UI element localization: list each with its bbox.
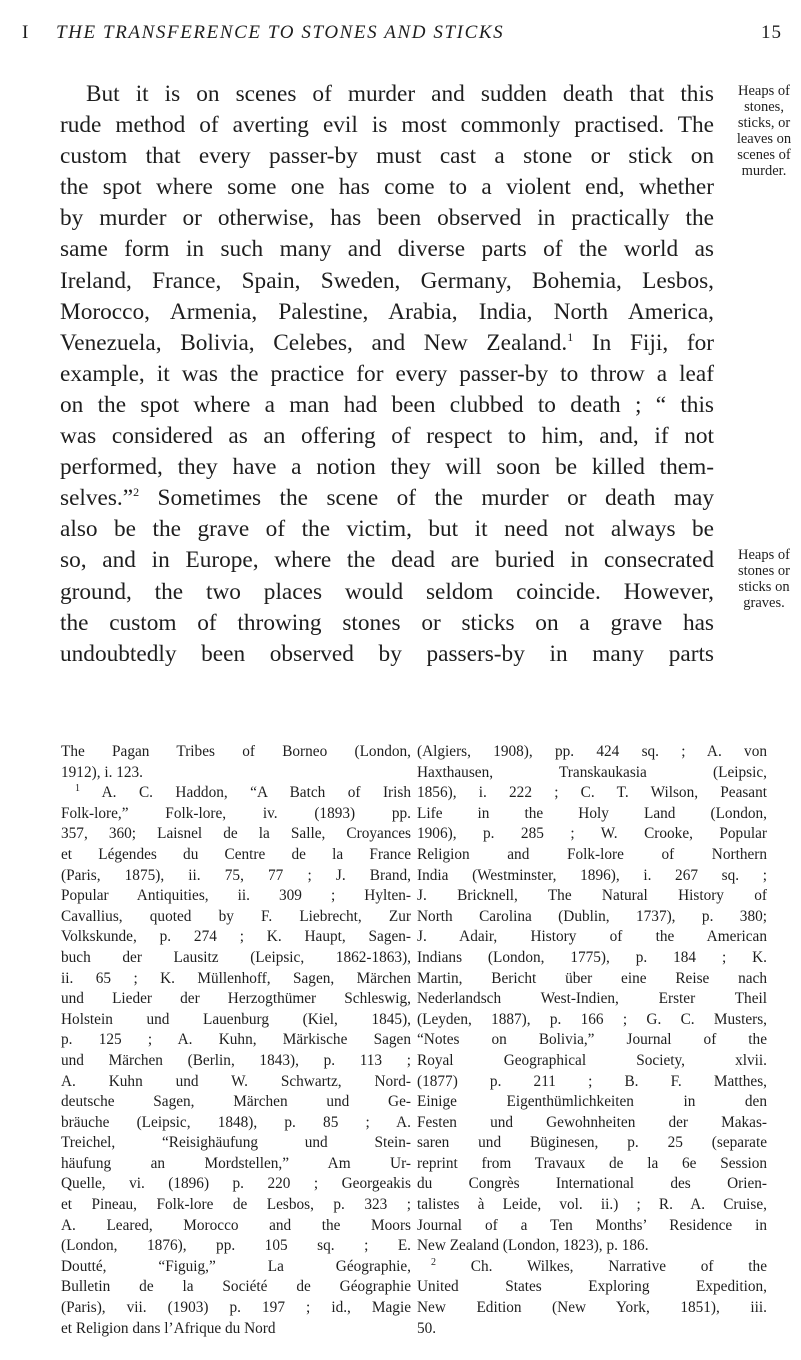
margin-note-line: leaves on bbox=[736, 131, 792, 147]
footnote-line: J. Adair, History of the American bbox=[417, 928, 767, 946]
body-line: example, it was the practice for every passer-by to throw a leaf bbox=[60, 360, 714, 387]
footnote-line: 357, 360; Laisnel de la Salle, Croyances bbox=[61, 825, 411, 843]
margin-note-murder bbox=[727, 83, 801, 179]
body-line: Ireland, France, Spain, Sweden, Germany, Bohemia, Lesbos, bbox=[60, 267, 714, 294]
footnote-line: United States Exploring Expedition, bbox=[417, 1278, 767, 1296]
footnote-line: Treichel, “Reisighäufung und Stein- bbox=[61, 1134, 411, 1152]
footnote-line: Volkskunde, p. 274 ; K. Haupt, Sagen- bbox=[61, 928, 411, 946]
body-line: performed, they have a notion they will soon be killed them- bbox=[60, 454, 714, 481]
body-line-text: Venezuela, Bolivia, Celebes, and New Zealand. bbox=[60, 329, 568, 356]
margin-note-line: scenes of bbox=[737, 147, 791, 163]
body-line: so, and in Europe, where the dead are buried in consecrated bbox=[60, 547, 714, 574]
running-head-title: THE TRANSFERENCE TO STONES AND STICKS bbox=[56, 22, 505, 43]
footnote-line: New Edition (New York, 1851), iii. bbox=[417, 1299, 767, 1317]
footnote-line: häufung an Mordstellen,” Am Ur- bbox=[61, 1154, 411, 1172]
margin-note-line: Heaps of bbox=[738, 83, 790, 99]
footnote-line: North Carolina (Dublin, 1737), p. 380; bbox=[417, 907, 767, 925]
footnote-line: (Paris), vii. (1903) p. 197 ; id., Magie bbox=[61, 1299, 411, 1317]
margin-note-line: Heaps of bbox=[738, 547, 790, 563]
footnote-marker: 2 bbox=[133, 485, 140, 500]
footnotes-right-column bbox=[417, 742, 767, 1339]
footnote-line: J. Bricknell, The Natural History of bbox=[417, 887, 767, 905]
footnote-line: Religion and Folk-lore of Northern bbox=[417, 845, 767, 863]
footnote-line: und Märchen (Berlin, 1843), p. 113 ; bbox=[61, 1051, 411, 1069]
footnote-line: Indians (London, 1775), p. 184 ; K. bbox=[417, 948, 767, 966]
footnote-line: du Congrès International des Orien- bbox=[417, 1175, 767, 1193]
footnote-line: Nederlandsch West-Indien, Erster Theil bbox=[417, 990, 767, 1008]
page-number: 15 bbox=[761, 22, 782, 43]
footnote-line: ii. 65 ; K. Müllenhoff, Sagen, Märchen bbox=[61, 969, 411, 987]
body-line bbox=[60, 483, 714, 514]
margin-note-line: sticks, or bbox=[737, 115, 791, 131]
footnote-line: Journal of a Ten Months’ Residence in bbox=[417, 1216, 767, 1234]
footnote-line: Cavallius, quoted by F. Liebrecht, Zur bbox=[61, 907, 411, 925]
footnote-line: The Pagan Tribes of Borneo (London, bbox=[61, 743, 411, 760]
running-header bbox=[22, 22, 782, 48]
footnote-line: 1856), i. 222 ; C. T. Wilson, Peasant bbox=[417, 784, 767, 802]
body-line: the custom of throwing stones or sticks on a grave has bbox=[60, 609, 714, 636]
footnote-line: (London, 1876), pp. 105 sq. ; E. bbox=[61, 1237, 411, 1255]
footnote-line: p. 125 ; A. Kuhn, Märkische Sagen bbox=[61, 1031, 411, 1049]
footnote-line: A. Kuhn und W. Schwartz, Nord- bbox=[61, 1072, 411, 1090]
body-line-text: selves.” bbox=[60, 485, 134, 512]
footnote-line: Quelle, vi. (1896) p. 220 ; Georgeakis bbox=[61, 1175, 411, 1193]
footnote-line: reprint from Travaux de la 6e Session bbox=[417, 1154, 767, 1172]
footnote-line: (Leyden, 1887), p. 166 ; G. C. Musters, bbox=[417, 1010, 767, 1028]
body-line: ground, the two places would seldom coincide. However, bbox=[60, 578, 714, 605]
footnote-line: India (Westminster, 1896), i. 267 sq. ; bbox=[417, 866, 767, 884]
footnote-line: $^2$ Ch. Wilkes, Narrative of the bbox=[431, 1256, 767, 1275]
footnote-line: “Notes on Bolivia,” Journal of the bbox=[417, 1031, 767, 1049]
footnote-line: $^1$ A. C. Haddon, “A Batch of Irish bbox=[75, 783, 411, 802]
margin-note-line: stones, bbox=[744, 99, 784, 115]
margin-note-graves bbox=[727, 547, 801, 611]
body-line bbox=[60, 328, 714, 359]
footnote-line: Folk-lore,” Folk-lore, iv. (1893) pp. bbox=[61, 804, 411, 822]
footnote-marker: 1 bbox=[567, 329, 574, 344]
footnote-line: (Paris, 1875), ii. 75, 77 ; J. Brand, bbox=[61, 866, 411, 884]
footnote-line: 1906), p. 285 ; W. Crooke, Popular bbox=[417, 825, 767, 843]
footnote-line: Martin, Bericht über eine Reise nach bbox=[417, 969, 767, 987]
margin-note-line: sticks on bbox=[738, 579, 790, 595]
footnote-line: 1912), i. 123. bbox=[61, 763, 144, 781]
footnote-line: Haxthausen, Transkaukasia (Leipsic, bbox=[417, 763, 767, 781]
chapter-number: I bbox=[22, 22, 30, 43]
body-line: on the spot where a man had been clubbed to death ; “ this bbox=[60, 391, 714, 418]
body-line: undoubtedly been observed by passers-by in many parts bbox=[60, 640, 714, 667]
body-line: was considered as an offering of respect to him, and, if not bbox=[60, 423, 714, 450]
footnote-line: Popular Antiquities, ii. 309 ; Hylten- bbox=[61, 887, 411, 905]
footnote-line: et Légendes du Centre de la France bbox=[61, 845, 411, 863]
footnote-line: et Religion dans l’Afrique du Nord bbox=[61, 1319, 276, 1337]
footnote-line: 50. bbox=[417, 1319, 437, 1337]
margin-note-line: murder. bbox=[741, 163, 787, 179]
footnote-line: (Algiers, 1908), pp. 424 sq. ; A. von bbox=[417, 743, 767, 760]
footnote-line: A. Leared, Morocco and the Moors bbox=[61, 1216, 411, 1234]
footnote-line: Festen und Gewohnheiten der Makas- bbox=[417, 1113, 767, 1131]
footnote-line: talistes à Leide, vol. ii.) ; R. A. Cruise, bbox=[417, 1196, 767, 1214]
body-line: the spot where some one has come to a violent end, whether bbox=[60, 174, 714, 201]
body-line: But it is on scenes of murder and sudden death that this bbox=[86, 81, 714, 107]
footnote-line: Royal Geographical Society, xlvii. bbox=[417, 1051, 767, 1069]
footnote-line: New Zealand (London, 1823), p. 186. bbox=[417, 1237, 649, 1255]
footnote-line: bräuche (Leipsic, 1848), p. 85 ; A. bbox=[61, 1113, 411, 1131]
body-line: by murder or otherwise, has been observed in practically the bbox=[60, 205, 714, 232]
body-line: custom that every passer-by must cast a stone or stick on bbox=[60, 143, 714, 170]
footnotes-left-column bbox=[61, 742, 411, 1339]
body-line-text: In Fiji, for bbox=[573, 329, 714, 356]
margin-note-line: graves. bbox=[743, 595, 785, 611]
body-line: same form in such many and diverse parts of the world as bbox=[60, 236, 714, 263]
body-line: rude method of averting evil is most commonly practised. The bbox=[60, 112, 714, 139]
footnote-line: Bulletin de la Société de Géographie bbox=[61, 1278, 411, 1296]
margin-note-line: stones or bbox=[738, 563, 790, 579]
footnote-line: (1877) p. 211 ; B. F. Matthes, bbox=[417, 1072, 767, 1090]
footnote-line: Life in the Holy Land (London, bbox=[417, 804, 767, 822]
footnote-line: deutsche Sagen, Märchen und Ge- bbox=[61, 1093, 411, 1111]
body-line: Morocco, Armenia, Palestine, Arabia, India, North America, bbox=[60, 298, 714, 325]
footnote-line: buch der Lausitz (Leipsic, 1862-1863), bbox=[61, 948, 411, 966]
footnote-line: saren und Büginesen, p. 25 (separate bbox=[417, 1134, 767, 1152]
body-line: also be the grave of the victim, but it need not always be bbox=[60, 516, 714, 543]
footnote-line: et Pineau, Folk-lore de Lesbos, p. 323 ; bbox=[61, 1196, 411, 1214]
footnote-line: Holstein und Lauenburg (Kiel, 1845), bbox=[61, 1010, 411, 1028]
body-line-text: Sometimes the scene of the murder or death may bbox=[139, 485, 714, 512]
footnote-line: und Lieder der Herzogthümer Schleswig, bbox=[61, 990, 411, 1008]
footnote-line: Doutté, “Figuig,” La Géographie, bbox=[61, 1257, 411, 1275]
footnote-line: Einige Eigenthümlichkeiten in den bbox=[417, 1093, 767, 1111]
main-body-text bbox=[60, 79, 714, 670]
